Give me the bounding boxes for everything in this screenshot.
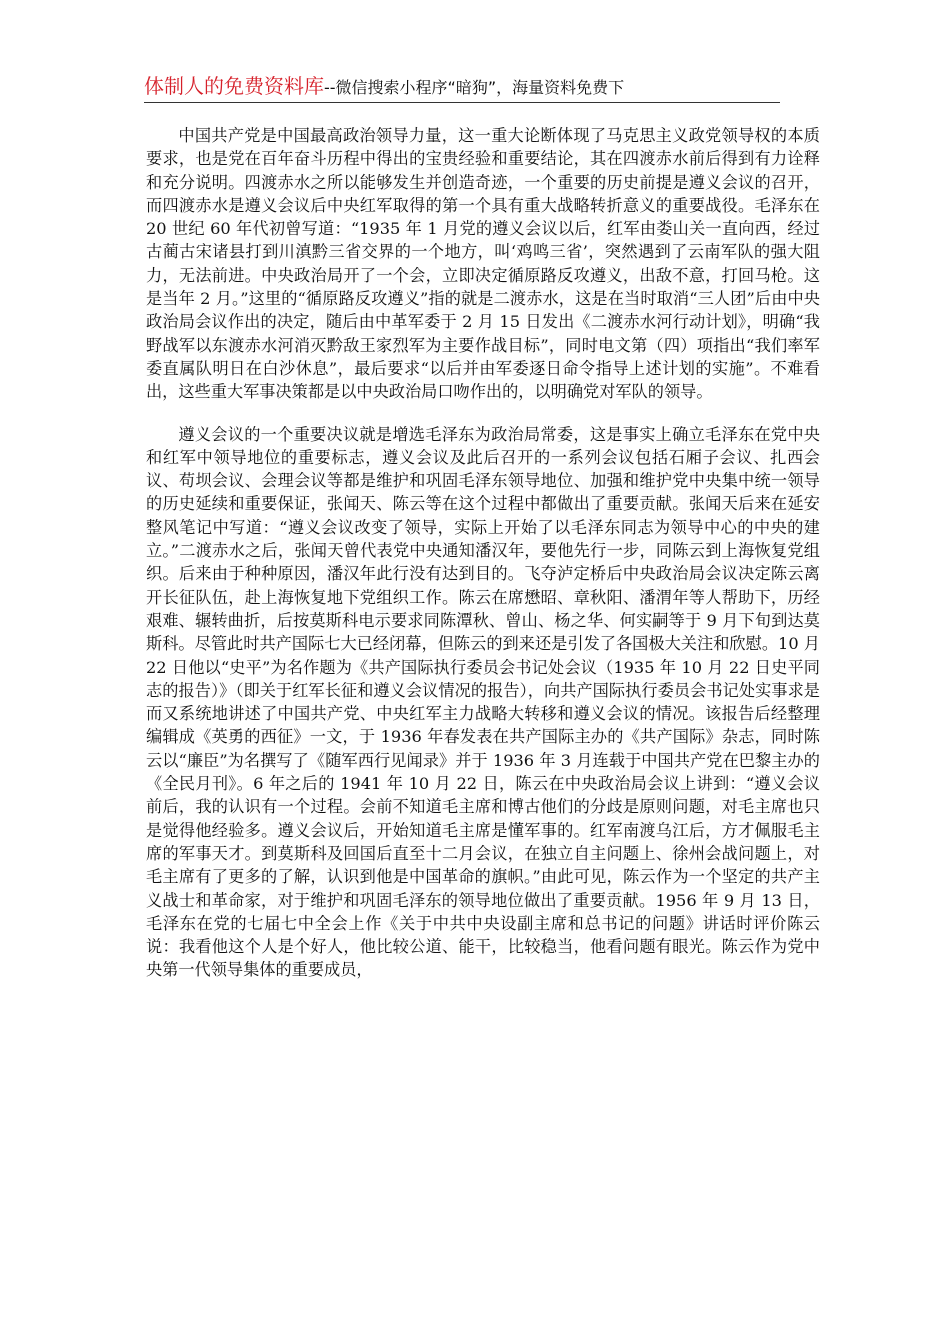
document-body [146,124,820,982]
header-tagline: --微信搜索小程序“暗狗”，海量资料免费下 [324,78,625,97]
paragraph-1: 中国共产党是中国最高政治领导力量，这一重大论断体现了马克思主义政党领导权的本质要求，也是党在百年奋斗历程中得出的宝贵经验和重要结论，其在四渡赤水前后得到有力诠释和充分说明。四渡赤水之所以能够发生并创造奇迹，一个重要的历史前提是遵义会议的召开，而四渡赤水是遵义会议后中央红军取得的第一个具有重大战略转折意义的重要战役。毛泽东在 20 世纪 60 年代初曾写道：“1935 年 1 月党的遵义会议以后，红军由娄山关一直向西，经过古蔺古宋诸县打到川滇黔三省交界的一个地方，叫‘鸡鸣三省’，突然遇到了云南军队的强大阻力，无法前进。中央政治局开了一个会，立即决定循原路反攻遵义，出敌不意，打回马枪。这是当年 2 月。”这里的“循原路反攻遵义”指的就是二渡赤水，这是在当时取消“三人团”后由中央政治局会议作出的决定，随后由中革军委于 2 月 15 日发出《二渡赤水河行动计划》，明确“我野战军以东渡赤水河消灭黔敌王家烈军为主要作战目标”，同时电文第（四）项指出“我们率军委直属队明日在白沙休息”，最后要求“以后并由军委逐日命令指导上述计划的实施”。不难看出，这些重大军事决策都是以中央政治局口吻作出的，以明确党对军队的领导。 [146,126,820,402]
page-header [144,70,780,104]
header-brand: 体制人的免费资料库 [144,74,324,98]
header-divider [144,102,780,103]
paragraph-2: 遵义会议的一个重要决议就是增选毛泽东为政治局常委，这是事实上确立毛泽东在党中央和红军中领导地位的重要标志，遵义会议及此后召开的一系列会议包括石厢子会议、扎西会议、苟坝会议、会理会议等都是维护和巩固毛泽东领导地位、加强和维护党中央集中统一领导的历史延续和重要保证，张闻天、陈云等在这个过程中都做出了重要贡献。张闻天后来在延安整风笔记中写道：“遵义会议改变了领导，实际上开始了以毛泽东同志为领导中心的中央的建立。”二渡赤水之后，张闻天曾代表党中央通知潘汉年，要他先行一步，同陈云到上海恢复党组织。后来由于种种原因，潘汉年此行没有达到目的。飞夺泸定桥后中央政治局会议决定陈云离开长征队伍，赴上海恢复地下党组织工作。陈云在席懋昭、章秋阳、潘渭年等人帮助下，历经艰难、辗转曲折，后按莫斯科电示要求同陈潭秋、曾山、杨之华、何实嗣等于 9 月下旬到达莫斯科。尽管此时共产国际七大已经闭幕，但陈云的到来还是引发了各国极大关注和欣慰。10 月 22 日他以“史平”为名作题为《共产国际执行委员会书记处会议（1935 年 10 月 22 日史平同志的报告）》（即关于红军长征和遵义会议情况的报告），向共产国际执行委员会书记处实事求是而又系统地讲述了中国共产党、中央红军主力战略大转移和遵义会议的情况。该报告后经整理编辑成《英勇的西征》一文，于 1936 年春发表在共产国际主办的《共产国际》杂志，同时陈云以“廉臣”为名撰写了《随军西行见闻录》并于 1936 年 3 月连载于中国共产党在巴黎主办的《全民月刊》。6 年之后的 1941 年 10 月 22 日，陈云在中央政治局会议上讲到：“遵义会议前后，我的认识有一个过程。会前不知道毛主席和博古他们的分歧是原则问题，对毛主席也只是觉得他经验多。遵义会议后，开始知道毛主席是懂军事的。红军南渡乌江后，方才佩服毛主席的军事天才。到莫斯科及回国后直至十二月会议，在独立自主问题上、徐州会战问题上，对毛主席有了更多的了解，认识到他是中国革命的旗帜。”由此可见，陈云作为一个坚定的共产主义战士和革命家，对于维护和巩固毛泽东的领导地位做出了重要贡献。1956 年 9 月 13 日，毛泽东在党的七届七中全会上作《关于中共中央设副主席和总书记的问题》讲话时评价陈云说：我看他这个人是个好人，他比较公道、能干，比较稳当，他看问题有眼光。陈云作为党中央第一代领导集体的重要成员， [146,424,820,980]
